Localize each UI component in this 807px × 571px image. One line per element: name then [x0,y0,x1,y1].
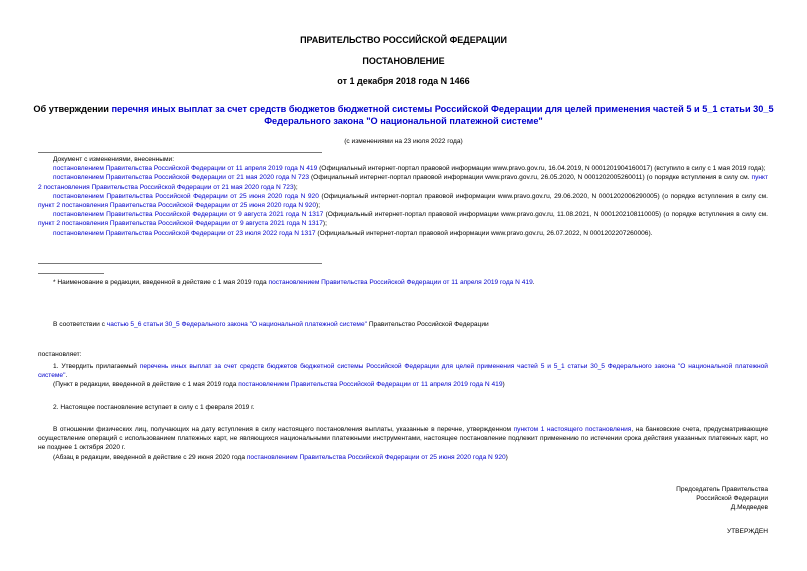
point-1-text: 1. Утвердить прилагаемый [53,363,140,370]
point-1-note-link[interactable]: постановлением Правительства Российской Федерации от 11 апреля 2019 года N 419 [238,381,503,388]
point-3-link[interactable]: пунктом 1 настоящего постановления [513,426,632,433]
point-2: 2. Настоящее постановление вступает в силу с 1 февраля 2019 г. [53,404,255,411]
decides-word: постановляет: [38,351,82,358]
amendment-item [38,164,768,173]
amendment-text: (Официальный интернет-портал правовой информации www.pravo.gov.ru, 11.08.2021, N 0001202108110005) (о порядке вступления в силу см. [323,211,769,219]
amendment-effect-link[interactable]: пункт 2 постановления Правительства Российской Федерации от 25 июня 2020 года N 920 [38,202,317,210]
point-3-note [53,453,768,462]
preamble-tail: Правительство Российской Федерации [366,321,489,328]
point-1-note [53,380,768,389]
amendment-item [38,229,768,238]
amendment-link[interactable]: постановлением Правительства Российской Федерации от 25 июня 2020 года N 920 [53,192,319,200]
signature-org: Российской Федерации [696,495,768,503]
point-3-note-text: (Абзац в редакции, введенной в действие с 29 июня 2020 года [53,454,247,461]
amendments-block [38,155,768,238]
preamble-text: В соответствии с [53,321,107,328]
footnote [53,278,768,287]
amendment-link[interactable]: постановлением Правительства Российской Федерации от 23 июля 2022 года N 1317 [53,229,316,237]
document-type: ПОСТАНОВЛЕНИЕ [362,56,445,66]
point-3-text: В отношении физических лиц, получающих на дату вступления в силу настоящего постановления выплаты, указанные в перечне, утвержденном [53,426,514,433]
approved-label: УТВЕРЖДЕН [726,528,768,535]
document-date-number: от 1 декабря 2018 года N 1466 [337,76,470,86]
divider-top [38,152,322,153]
point-1-link[interactable]: перечень иных выплат за счет средств бюджетов бюджетной системы Российской Федерации для целей применения частей 5 и 5_1 статьи 30_5 Федерального закона "О национальной платежной системе" [38,363,768,380]
divider-bottom [38,263,322,264]
point-3-tail: , на банковские счета, предусматривающие осуществление операций с использованием платежных карт, не являющихся национальными платежными инструментами, настоящее постановление подлежит применению по истечении срока действия указанных платежных карт, но не позднее 1 октября 2020 г. [38,426,768,452]
point-3 [38,425,768,453]
amendment-link[interactable]: постановлением Правительства Российской Федерации от 21 мая 2020 года N 723 [53,174,310,182]
amendment-tail: ); [316,202,321,210]
footnote-link[interactable]: постановлением Правительства Российской Федерации от 11 апреля 2019 года N 419 [268,279,533,286]
amendment-item [38,173,768,191]
point-1-note-tail: ) [502,381,505,388]
amendment-item [38,210,768,228]
amendment-text: (Официальный интернет-портал правовой информации www.pravo.gov.ru, 16.04.2019, N 0001201904160017) (вступило в силу с 1 мая 2019 года); [317,165,766,173]
government-name: ПРАВИТЕЛЬСТВО РОССИЙСКОЙ ФЕДЕРАЦИИ [300,35,507,45]
document-title [30,103,777,127]
title-prefix: Об утверждении [33,104,112,114]
amendment-effect-link[interactable]: пункт 2 постановления Правительства Российской Федерации от 9 августа 2021 года N 1317 [38,220,323,228]
amendments-intro: Документ с изменениями, внесенными: [53,156,175,163]
point-3-note-link[interactable]: постановлением Правительства Российской Федерации от 25 июня 2020 года N 920 [246,454,506,461]
preamble-link[interactable]: частью 5_6 статьи 30_5 Федерального закона "О национальной платежной системе" [106,321,367,328]
point-1 [38,362,768,380]
amendment-text: (Официальный интернет-портал правовой информации www.pravo.gov.ru, 26.07.2022, N 0001202207260006). [315,229,653,237]
point-3-note-tail: ) [505,454,508,461]
signature-block [500,485,768,513]
amendment-text: (Официальный интернет-портал правовой информации www.pravo.gov.ru, 29.06.2020, N 0001202006290005) (о порядке вступления в силу см. [318,192,768,200]
changes-note: (с изменениями на 23 июля 2022 года) [344,138,463,145]
signature-position: Председатель Правительства [676,486,768,493]
amendment-tail: ); [322,220,327,228]
amendment-text: (Официальный интернет-портал правовой информации www.pravo.gov.ru, 26.05.2020, N 0001202005260011) (о порядке вступления в силу см. [309,174,752,182]
preamble [53,320,768,329]
point-1-tail: . [65,372,68,380]
footnote-text: * Наименование в редакции, введенной в действие с 1 мая 2019 года [53,279,269,286]
signature-name: Д.Медведев [730,504,768,512]
point-1-note-text: (Пункт в редакции, введенной в действие с 1 мая 2019 года [53,381,239,388]
amendment-link[interactable]: постановлением Правительства Российской Федерации от 11 апреля 2019 года N 419 [53,165,318,173]
amendment-effect-link[interactable]: пункт 2 постановления Правительства Российской Федерации от 21 мая 2020 года N 723 [38,174,768,191]
amendment-link[interactable]: постановлением Правительства Российской Федерации от 9 августа 2021 года N 1317 [53,211,324,219]
amendment-item [38,192,768,210]
amendment-tail: ); [293,183,298,191]
footnote-tail: . [532,279,535,286]
title-link[interactable]: перечня иных выплат за счет средств бюджетов бюджетной системы Российской Федерации для целей применения частей 5 и 5_1 статьи 30_5 Федерального закона "О национальной платежной системе" [111,104,774,126]
footnote-rule [38,273,104,274]
